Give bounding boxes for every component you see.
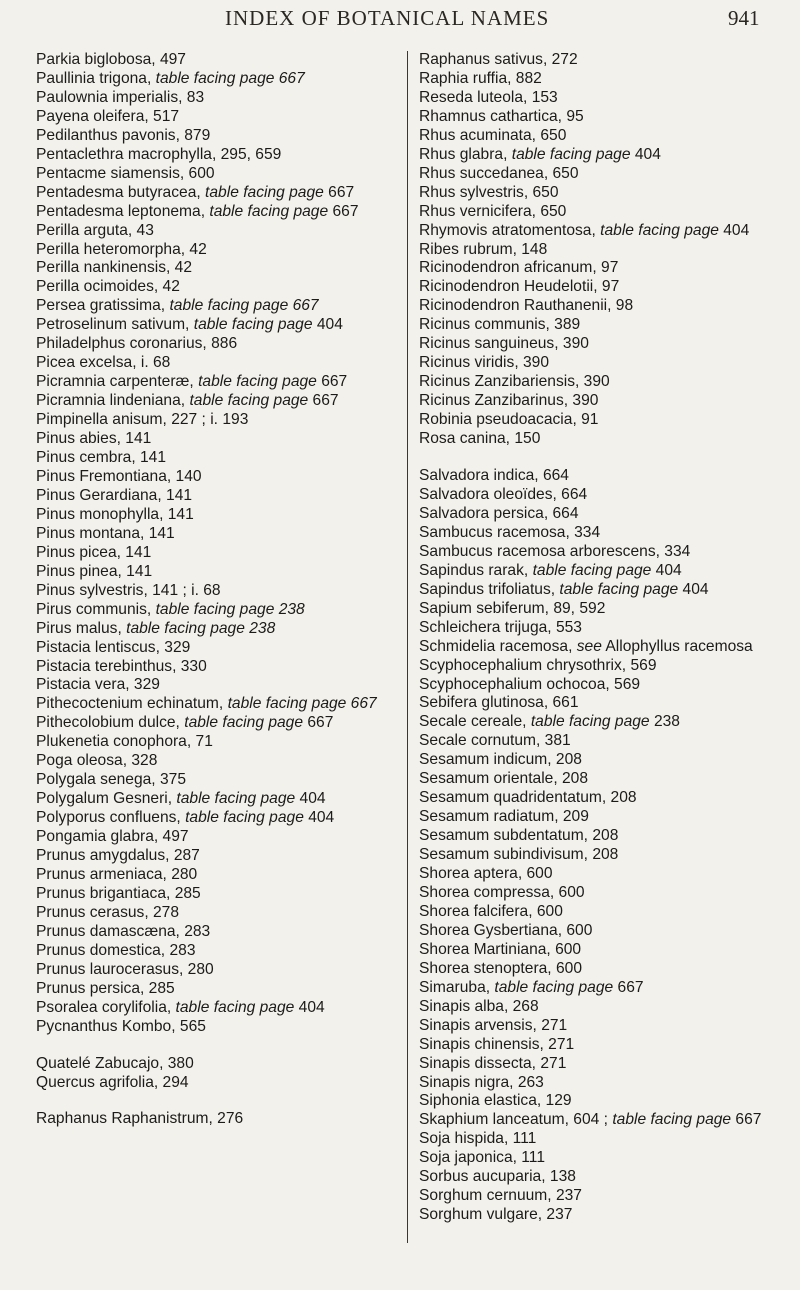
entry-name: Sesamum orientale, 208	[419, 770, 589, 788]
entry-name: Sesamum subindivisum, 208	[419, 846, 619, 864]
index-entry	[36, 961, 396, 980]
entry-reference-tail: 667	[323, 183, 355, 201]
index-entry	[419, 979, 789, 998]
index-entry	[36, 980, 396, 999]
entry-name: Prunus amygdalus, 287	[36, 847, 200, 865]
entry-name: Quatelé Zabucajo, 380	[36, 1054, 194, 1072]
index-entry	[419, 108, 789, 127]
entry-name: Shorea stenoptera, 600	[419, 959, 582, 977]
entry-name: Sinapis chinensis, 271	[419, 1035, 575, 1053]
entry-name: Polygalum Gesneri,	[36, 790, 177, 808]
entry-name: Rhamnus cathartica, 95	[419, 107, 584, 125]
entry-name: Sesamum quadridentatum, 208	[419, 789, 637, 807]
entry-name: Pimpinella anisum, 227 ; i. 193	[36, 411, 249, 429]
index-entry	[419, 392, 789, 411]
entry-reference-tail: 404	[678, 580, 709, 598]
index-entry	[419, 486, 789, 505]
entry-name: Prunus cerasus, 278	[36, 903, 180, 921]
entry-name: Sambucus racemosa arborescens, 334	[419, 542, 691, 560]
index-entry	[36, 942, 396, 961]
index-entry	[36, 392, 396, 411]
index-entry	[419, 70, 789, 89]
entry-reference: table facing page	[189, 392, 309, 410]
entry-reference-tail: Allophyllus racemosa	[601, 637, 753, 655]
index-entry	[36, 866, 396, 885]
entry-name: Simaruba,	[419, 978, 495, 996]
entry-name: Pinus Gerardiana, 141	[36, 486, 193, 504]
index-entry	[36, 620, 396, 639]
index-entry	[36, 335, 396, 354]
index-entry	[419, 581, 789, 600]
index-entry	[36, 506, 396, 525]
index-entry	[36, 1018, 396, 1037]
entry-reference: table facing page	[184, 714, 304, 732]
entry-name: Raphanus sativus, 272	[419, 51, 578, 68]
entry-name: Prunus laurocerasus, 280	[36, 960, 214, 978]
index-entry	[419, 1168, 789, 1187]
entry-name: Pirus malus,	[36, 619, 127, 637]
index-entry	[36, 676, 396, 695]
index-entry	[419, 1092, 789, 1111]
index-entry	[419, 1149, 789, 1168]
entry-name: Sorghum cernuum, 237	[419, 1187, 582, 1205]
entry-name: Rhus vernicifera, 650	[419, 202, 567, 220]
index-entry	[419, 259, 789, 278]
entry-name: Paulownia imperialis, 83	[36, 88, 205, 106]
entry-name: Shorea Martiniana, 600	[419, 940, 582, 958]
entry-name: Sesamum subdentatum, 208	[419, 827, 619, 845]
entry-name: Soja hispida, 111	[419, 1130, 537, 1148]
index-entry	[419, 1055, 789, 1074]
index-entry	[419, 127, 789, 146]
entry-reference: table facing page	[205, 183, 324, 201]
entry-reference: table facing page	[559, 580, 679, 598]
entry-name: Parkia biglobosa, 497	[36, 51, 186, 68]
index-entry	[36, 108, 396, 127]
index-entry	[419, 998, 789, 1017]
entry-name: Sapium sebiferum, 89, 592	[419, 599, 606, 617]
index-entry	[36, 184, 396, 203]
entry-reference: table facing page	[530, 713, 650, 731]
index-entry	[36, 923, 396, 942]
entry-name: Petroselinum sativum,	[36, 316, 194, 334]
index-entry	[36, 468, 396, 487]
entry-name: Robinia pseudoacacia, 91	[419, 411, 599, 429]
entry-reference-tail: 238	[649, 713, 680, 731]
entry-reference: table facing page	[176, 790, 296, 808]
entry-reference: table facing page	[193, 316, 313, 334]
entry-name: Psoralea corylifolia,	[36, 998, 176, 1016]
entry-reference: table facing page 667	[155, 69, 305, 87]
entry-name: Shorea Gysbertiana, 600	[419, 921, 593, 939]
page-header	[0, 6, 800, 36]
entry-name: Perilla heteromorpha, 42	[36, 240, 207, 258]
index-entry	[419, 770, 789, 789]
entry-name: Ricinodendron africanum, 97	[419, 259, 619, 277]
entry-name: Sesamum radiatum, 209	[419, 808, 589, 826]
index-entry	[419, 335, 789, 354]
index-entry	[36, 544, 396, 563]
index-entry	[419, 467, 789, 486]
entry-name: Polyporus confluens,	[36, 809, 186, 827]
index-entry	[36, 828, 396, 847]
entry-name: Rhymovis atratomentosa,	[419, 221, 601, 239]
index-entry	[419, 51, 789, 70]
index-entry	[36, 658, 396, 677]
index-entry	[36, 771, 396, 790]
index-entry	[36, 297, 396, 316]
entry-name: Sinapis nigra, 263	[419, 1073, 544, 1091]
entry-name: Ricinus sanguineus, 390	[419, 335, 589, 353]
entry-name: Prunus domestica, 283	[36, 941, 196, 959]
index-entry	[419, 865, 789, 884]
entry-name: Pithecoctenium echinatum,	[36, 695, 228, 713]
index-entry	[36, 809, 396, 828]
index-entry	[419, 1017, 789, 1036]
entry-name: Raphanus Raphanistrum, 276	[36, 1110, 244, 1128]
entry-reference: table facing page	[185, 809, 304, 827]
entry-name: Pentacme siamensis, 600	[36, 164, 215, 182]
entry-name: Soja japonica, 111	[419, 1149, 545, 1167]
entry-name: Pinus montana, 141	[36, 524, 175, 542]
index-entry	[419, 808, 789, 827]
entry-name: Schleichera trijuga, 553	[419, 618, 582, 636]
index-entry	[36, 714, 396, 733]
index-entry	[419, 1074, 789, 1093]
entry-name: Ricinus Zanzibarinus, 390	[419, 392, 599, 410]
entry-name: Siphonia elastica, 129	[419, 1092, 572, 1110]
entry-name: Persea gratissima,	[36, 297, 170, 315]
entry-reference: table facing page 667	[169, 297, 319, 315]
index-entry	[419, 713, 789, 732]
entry-name: Prunus brigantiaca, 285	[36, 884, 201, 902]
entry-name: Rhus succedanea, 650	[419, 164, 579, 182]
index-entry	[419, 411, 789, 430]
entry-reference-tail: 404	[312, 316, 343, 334]
index-entry	[419, 922, 789, 941]
entry-name: Sapindus trifoliatus,	[419, 580, 560, 598]
index-entry	[36, 127, 396, 146]
index-entry	[419, 543, 789, 562]
entry-name: Sorbus aucuparia, 138	[419, 1168, 576, 1186]
index-entry	[419, 241, 789, 260]
entry-reference-tail: 404	[303, 809, 335, 827]
entry-name: Pistacia lentiscus, 329	[36, 638, 191, 656]
entry-name: Pinus Fremontiana, 140	[36, 467, 202, 485]
entry-name: Perilla ocimoides, 42	[36, 278, 180, 296]
entry-reference: table facing page 238	[126, 619, 276, 637]
index-entry	[419, 505, 789, 524]
index-entry	[36, 752, 396, 771]
index-entry	[419, 1187, 789, 1206]
entry-name: Ribes rubrum, 148	[419, 240, 548, 258]
entry-name: Shorea aptera, 600	[419, 865, 553, 883]
column-divider	[407, 51, 408, 1243]
index-entry	[36, 354, 396, 373]
index-entry	[419, 354, 789, 373]
index-entry	[419, 146, 789, 165]
entry-reference-tail: 404	[630, 145, 661, 163]
entry-name: Picea excelsa, i. 68	[36, 354, 171, 372]
entry-reference-tail: 667	[303, 714, 334, 732]
index-entry	[36, 601, 396, 620]
entry-reference-tail: 667	[613, 978, 644, 996]
entry-name: Reseda luteola, 153	[419, 88, 558, 106]
index-entry	[419, 1206, 789, 1225]
entry-name: Pycnanthus Kombo, 565	[36, 1017, 206, 1035]
entry-name: Sinapis alba, 268	[419, 997, 539, 1015]
entry-name: Rhus glabra,	[419, 145, 512, 163]
index-entry	[419, 884, 789, 903]
entry-name: Paullinia trigona,	[36, 69, 156, 87]
index-entry	[36, 146, 396, 165]
entry-name: Pinus pinea, 141	[36, 562, 153, 580]
entry-name: Pedilanthus pavonis, 879	[36, 126, 211, 144]
index-entry	[36, 695, 396, 714]
running-title: INDEX OF BOTANICAL NAMES	[225, 6, 550, 30]
index-entry	[419, 960, 789, 979]
index-entry	[36, 639, 396, 658]
entry-name: Philadelphus coronarius, 886	[36, 335, 238, 353]
entry-reference: table facing page 667	[227, 695, 377, 713]
index-entry	[419, 694, 789, 713]
entry-name: Salvadora oleoïdes, 664	[419, 485, 588, 503]
entry-name: Plukenetia conophora, 71	[36, 733, 213, 751]
index-entry	[36, 885, 396, 904]
index-entry	[419, 827, 789, 846]
entry-name: Perilla arguta, 43	[36, 221, 154, 239]
index-entry	[419, 941, 789, 960]
entry-name: Pistacia vera, 329	[36, 676, 160, 694]
index-entry	[419, 676, 789, 695]
index-entry	[419, 373, 789, 392]
index-entry	[36, 51, 396, 70]
entry-name: Perilla nankinensis, 42	[36, 259, 193, 277]
entry-name: Pirus communis,	[36, 600, 156, 618]
entry-name: Ricinodendron Rauthanenii, 98	[419, 297, 634, 315]
entry-name: Sorghum vulgare, 237	[419, 1206, 573, 1224]
entry-reference-tail: 667	[731, 1111, 762, 1129]
entry-name: Sinapis arvensis, 271	[419, 1016, 568, 1034]
index-entry	[36, 430, 396, 449]
entry-name: Quercus agrifolia, 294	[36, 1073, 189, 1091]
page-number: 941	[728, 6, 760, 30]
entry-name: Pinus monophylla, 141	[36, 505, 194, 523]
index-entry	[36, 1055, 396, 1074]
index-entry	[419, 600, 789, 619]
index-entry	[36, 259, 396, 278]
index-entry	[36, 733, 396, 752]
entry-reference: table facing page	[494, 978, 614, 996]
entry-name: Salvadora persica, 664	[419, 504, 579, 522]
index-entry	[36, 373, 396, 392]
entry-name: Rhus sylvestris, 650	[419, 183, 559, 201]
index-entry	[36, 241, 396, 260]
entry-reference: table facing page	[175, 998, 295, 1016]
index-entry	[36, 1074, 396, 1093]
index-entry	[36, 563, 396, 582]
entry-name: Prunus armeniaca, 280	[36, 865, 198, 883]
index-entry	[419, 1036, 789, 1055]
index-entry	[36, 1110, 396, 1129]
index-entry	[419, 789, 789, 808]
entry-name: Ricinus communis, 389	[419, 316, 581, 334]
entry-reference: table facing page	[511, 145, 631, 163]
index-entry	[419, 1130, 789, 1149]
index-entry	[419, 165, 789, 184]
entry-reference-tail: 667	[328, 202, 359, 220]
entry-name: Prunus persica, 285	[36, 979, 175, 997]
entry-name: Picramnia lindeniana,	[36, 392, 190, 410]
entry-name: Pentadesma leptonema,	[36, 202, 210, 220]
entry-name: Rhus acuminata, 650	[419, 126, 567, 144]
entry-reference: table facing page	[612, 1111, 732, 1129]
index-entry	[36, 165, 396, 184]
entry-name: Schmidelia racemosa,	[419, 637, 577, 655]
index-entry	[419, 203, 789, 222]
entry-name: Pentadesma butyracea,	[36, 183, 206, 201]
entry-reference: see	[576, 637, 602, 655]
entry-name: Secale cereale,	[419, 713, 531, 731]
entry-reference: table facing page	[532, 561, 652, 579]
entry-name: Picramnia carpenteræ,	[36, 373, 199, 391]
entry-name: Ricinodendron Heudelotii, 97	[419, 278, 620, 296]
entry-name: Sambucus racemosa, 334	[419, 523, 601, 541]
index-entry	[419, 657, 789, 676]
index-entry	[36, 582, 396, 601]
index-entry	[419, 184, 789, 203]
entry-name: Poga oleosa, 328	[36, 752, 158, 770]
entry-name: Ricinus Zanzibariensis, 390	[419, 373, 610, 391]
entry-name: Sesamum indicum, 208	[419, 751, 582, 769]
entry-name: Salvadora indica, 664	[419, 467, 569, 485]
entry-name: Pinus sylvestris, 141 ; i. 68	[36, 581, 221, 599]
entry-name: Polygala senega, 375	[36, 771, 186, 789]
entry-name: Pithecolobium dulce,	[36, 714, 185, 732]
entry-reference: table facing page	[198, 373, 317, 391]
index-entry	[419, 89, 789, 108]
entry-name: Raphia ruffia, 882	[419, 69, 542, 87]
entry-name: Shorea falcifera, 600	[419, 902, 563, 920]
entry-reference-tail: 404	[718, 221, 750, 239]
index-entry	[419, 638, 789, 657]
index-entry	[419, 430, 789, 449]
entry-reference-tail: 667	[316, 373, 348, 391]
index-entry	[419, 562, 789, 581]
index-entry	[36, 203, 396, 222]
entry-name: Skaphium lanceatum, 604 ;	[419, 1111, 613, 1129]
index-entry	[36, 278, 396, 297]
index-entry	[419, 846, 789, 865]
entry-name: Scyphocephalium ochocoa, 569	[419, 675, 641, 693]
index-entry	[36, 525, 396, 544]
index-column-right	[419, 51, 789, 1225]
index-entry	[419, 524, 789, 543]
index-entry	[36, 847, 396, 866]
index-entry	[419, 316, 789, 335]
index-entry	[419, 278, 789, 297]
index-entry	[36, 999, 396, 1018]
entry-name: Scyphocephalium chrysothrix, 569	[419, 656, 657, 674]
entry-name: Shorea compressa, 600	[419, 883, 585, 901]
index-column-left	[36, 51, 396, 1129]
entry-name: Pinus cembra, 141	[36, 449, 167, 467]
entry-reference: table facing page	[209, 202, 329, 220]
entry-reference-tail: 667	[308, 392, 339, 410]
entry-name: Pentaclethra macrophylla, 295, 659	[36, 145, 282, 163]
entry-name: Pinus picea, 141	[36, 543, 152, 561]
index-entry	[419, 751, 789, 770]
index-entry	[419, 1111, 789, 1130]
index-entry	[36, 904, 396, 923]
index-entry	[36, 790, 396, 809]
entry-name: Payena oleifera, 517	[36, 107, 180, 125]
index-entry	[36, 89, 396, 108]
entry-name: Pistacia terebinthus, 330	[36, 657, 207, 675]
entry-name: Ricinus viridis, 390	[419, 354, 549, 372]
entry-name: Rosa canina, 150	[419, 430, 541, 448]
entry-name: Sapindus rarak,	[419, 561, 533, 579]
entry-reference: table facing page 238	[155, 600, 305, 618]
entry-name: Sebifera glutinosa, 661	[419, 694, 579, 712]
entry-name: Pongamia glabra, 497	[36, 828, 189, 846]
index-entry	[36, 222, 396, 241]
entry-name: Sinapis dissecta, 271	[419, 1054, 567, 1072]
entry-name: Secale cornutum, 381	[419, 732, 571, 750]
index-entry	[36, 487, 396, 506]
entry-reference-tail: 404	[295, 790, 326, 808]
index-entry	[419, 903, 789, 922]
index-entry	[36, 411, 396, 430]
entry-name: Prunus damascæna, 283	[36, 922, 211, 940]
entry-reference: table facing page	[600, 221, 719, 239]
entry-reference-tail: 404	[651, 561, 682, 579]
index-entry	[419, 222, 789, 241]
entry-name: Pinus abies, 141	[36, 430, 152, 448]
entry-reference-tail: 404	[294, 998, 325, 1016]
index-entry	[36, 449, 396, 468]
index-entry	[419, 619, 789, 638]
index-entry	[36, 316, 396, 335]
index-entry	[36, 70, 396, 89]
index-entry	[419, 732, 789, 751]
index-entry	[419, 297, 789, 316]
